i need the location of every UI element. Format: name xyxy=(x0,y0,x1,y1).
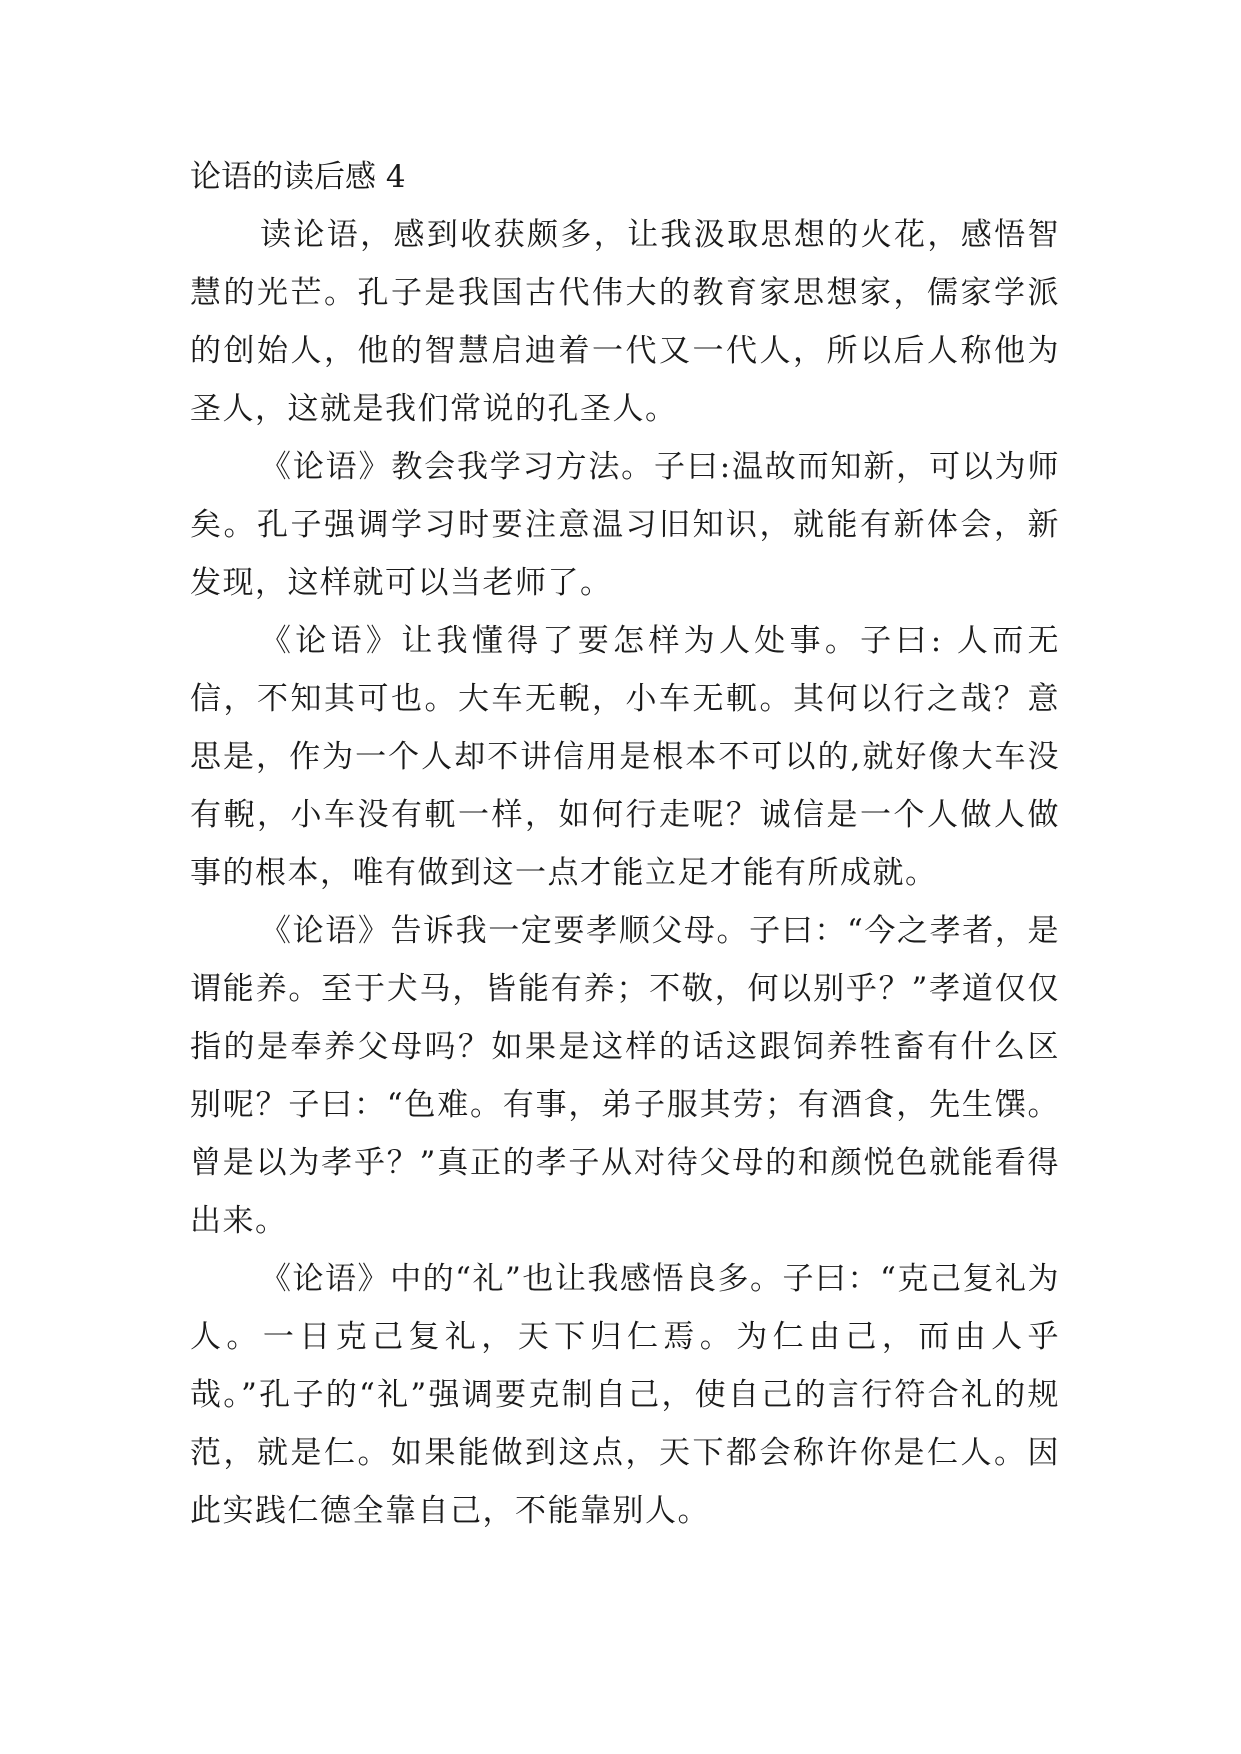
document-body xyxy=(190,148,1060,1540)
document-title: 论语的读后感 4 xyxy=(190,159,406,195)
paragraph-learning-method: 《论语》教会我学习方法。子曰:温故而知新，可以为师矣。孔子强调学习时要注意温习旧知识，就能有新体会，新发现，这样就可以当老师了。 xyxy=(190,449,1060,601)
paragraph-filial-piety: 《论语》告诉我一定要孝顺父母。子曰：“今之孝者，是谓能养。至于犬马，皆能有养；不敬，何以别乎？”孝道仅仅指的是奉养父母吗？如果是这样的话这跟饲养牲畜有什么区别呢？子曰：“色难。有事，弟子服其劳；有酒食，先生馔。曾是以为孝乎？”真正的孝子从对待父母的和颜悦色就能看得出来。 xyxy=(190,913,1060,1239)
paragraph-conduct: 《论语》让我懂得了要怎样为人处事。子曰: 人而无信，不知其可也。大车无輗，小车无軏。其何以行之哉？意思是，作为一个人却不讲信用是根本不可以的,就好像大车没有輗，小车没有軏一样，如何行走呢？诚信是一个人做人做事的根本，唯有做到这一点才能立足才能有所成就。 xyxy=(190,623,1060,891)
paragraph-propriety: 《论语》中的“礼”也让我感悟良多。子曰：“克己复礼为人。一日克己复礼，天下归仁焉。为仁由己，而由人乎哉。”孔子的“礼”强调要克制自己，使自己的言行符合礼的规范，就是仁。如果能做到这点，天下都会称许你是仁人。因此实践仁德全靠自己，不能靠别人。 xyxy=(190,1261,1060,1529)
paragraph-intro: 读论语，感到收获颇多，让我汲取思想的火花，感悟智慧的光芒。孔子是我国古代伟大的教育家思想家，儒家学派的创始人，他的智慧启迪着一代又一代人，所以后人称他为圣人，这就是我们常说的孔圣人。 xyxy=(190,217,1060,427)
